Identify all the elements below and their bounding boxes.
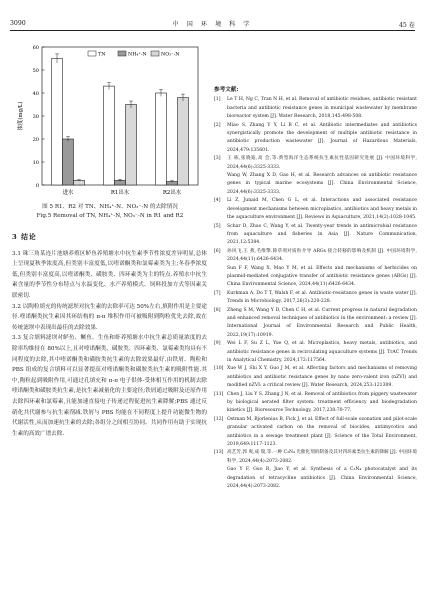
journal-name: 中 国 环 境 科 学 — [172, 21, 253, 28]
reference-text: Zheng S M, Wang Y D, Chen C H, et al. Current progress in natural degradation and enhanced removal techniques of antibiotics in the environment: a review [J]. International Journal of Environmental Research and Public Health, 2022,19(17):10919. — [227, 307, 417, 338]
y-tick-label: 0 — [35, 183, 39, 189]
chart-svg — [8, 33, 208, 201]
legend-label: TN — [98, 52, 106, 58]
y-tick-label: 50 — [32, 68, 39, 74]
references-title: 参考文献: — [214, 87, 239, 93]
y-tick-label: 40 — [32, 91, 39, 97]
reference-item — [214, 466, 417, 491]
reference-text: Schar D, Zhao C, Wang Y, et al. Twenty-year trends in antimicrobial resistance from aquaculture and fisheries in Asia [J]. Nature Communication, 2021,12:5384. — [227, 223, 417, 246]
conclusion-paragraph: 3.2 以陶粒填充的传统滤坝对抗生素的去除率可达 50%左右,填附作用是主要途径.喹诺酮类抗生素因其环结构的 π-π 堆积作用可被吸附到陶粒优先去除,故在传统滤坝中表现出最佳的去除效果. — [12, 303, 207, 331]
reference-number — [214, 466, 227, 491]
reference-text: 高艺芳,郭 爽,成 瑞,等.一种 C₃N₄ 光催化剂的制备及其对四环素类抗生素的降解 [J]. 中国环境科学, 2024,44(4):2073-2082. — [227, 450, 417, 464]
reference-number: [12] — [214, 416, 224, 422]
reference-item — [214, 197, 417, 222]
reference-number: [8] — [214, 307, 221, 313]
reference-item — [214, 365, 417, 390]
conclusion-paragraph: 3.1 珠三角某连片池塘养殖区鲈鱼养殖塘水中抗生素季节性浓度差异明显,总体上呈现夏秋季浓度高,但类别丰富度低,以喹诺酮类和氯霉素类为主;冬春季浓度低,但类别丰富度高,以喹诺酮类、磺胺类、四环素类为主的特点.养殖水中抗生素含量的季节性分布特点与水温变化、水产养殖模式、饲料投加方式等因素关联密切. — [12, 250, 207, 299]
reference-text: Wei L F, Su Z L, Yue Q, et al. Microplastics, heavy metals, antibiotics, and antibiotic resistance genes in recirculating aquaculture systems [J]. TrAC Trends in Analytical Chemistry, 2024,172:117564. — [227, 341, 417, 363]
reference-text: Wang W, Zhang X D, Gao H, et al. Research advances on antibiotic resistance genes in typical marine ecosystems [J]. China Environmental Science, 2024,44(6):3325-3333. — [227, 173, 417, 195]
reference-number: [2] — [214, 122, 221, 128]
reference-number: [6] — [214, 248, 221, 254]
figure-caption — [14, 203, 206, 221]
reference-item — [214, 391, 417, 416]
reference-text: Xue W J, Shi X Y, Guo J M, et al. Affecting factors and mechanisms of removing antibiotics and antibiotic resistance genes by nano zero-valent iron (nZVI) and modified nZVI: a critical review [J]. Water Research, 2024,253:121309. — [227, 366, 417, 389]
reference-number — [214, 172, 227, 197]
reference-number: [4] — [214, 198, 221, 204]
bar-chart — [8, 33, 208, 201]
bar — [63, 139, 74, 185]
legend-swatch — [118, 51, 126, 56]
x-tick-label: 进水 — [62, 190, 74, 196]
reference-item — [214, 290, 417, 307]
reference-item — [214, 416, 417, 450]
legend-swatch — [151, 51, 159, 56]
reference-item — [214, 248, 417, 265]
reference-item — [214, 96, 417, 121]
bar — [52, 59, 63, 186]
reference-text: Miao S, Zhang Y Y, Li B C, et al. Antibiotic intermediates and antibiotics synergistically promote the development of multiple antibiotic resistance in antibiotic production wastewater [J]. Journal of Hazardous Materials, 2024,479:135601. — [227, 122, 417, 153]
y-tick-label: 20 — [32, 137, 39, 143]
running-header — [10, 18, 415, 30]
volume-label: 45 卷 — [398, 22, 415, 29]
legend-label: NH₄⁺-N — [128, 52, 147, 58]
page-number: 3090 — [10, 20, 26, 27]
reference-text: Li Z, Junaid M, Chen G L, et al. Interactions and associated resistance development mechanisms between microplastics, antibiotics and heavy metals in the aquaculture environment [J]. Reviews in Aquaculture, 2021,14(2):1028-1045. — [227, 198, 417, 221]
reference-item — [214, 265, 417, 290]
reference-number: [3] — [214, 156, 221, 162]
reference-number: [7] — [214, 290, 221, 296]
y-tick-label: 10 — [32, 160, 39, 166]
y-axis-label: 浓度(mg/L) — [18, 101, 24, 131]
bar — [178, 98, 189, 185]
reference-number: [11] — [214, 391, 224, 397]
reference-number: [1] — [214, 97, 221, 103]
bar — [126, 105, 137, 186]
reference-number: [13] — [214, 450, 224, 456]
reference-item — [214, 122, 417, 156]
legend-swatch — [88, 51, 96, 56]
reference-number: [5] — [214, 223, 221, 229]
legend-label: NO₃⁻-N — [161, 52, 180, 58]
section-title: 3 结论 — [12, 233, 37, 241]
y-tick-label: 60 — [32, 45, 39, 51]
bar — [156, 93, 167, 185]
figure-caption-cn: 图 5 R1、R2 对 TN、NH₄⁺-N、NO₃⁻-N 的去除情况 — [42, 204, 178, 210]
reference-number: [9] — [214, 341, 221, 347]
reference-item — [214, 223, 417, 248]
reference-text: 王 栋,张晓迪,高 会,等.典型海洋生态系统抗生素抗性基因研究进展 [J]. 中国环境科学, 2024,44(6):3325-3333. — [227, 156, 417, 170]
reference-item — [214, 307, 417, 341]
reference-text: Kurkman A, Do T T, Walsh F, et al. Antibiotic-resistance genes in waste water [J]. Trends in Microbiology, 2017,26(3):220-228. — [227, 290, 417, 305]
reference-item — [214, 172, 417, 197]
conclusion-column — [12, 227, 207, 439]
x-tick-label: R1出水 — [110, 190, 130, 196]
conclusion-paragraph: 3.3 复合填料滤坝对鲈鱼、鳜鱼、生鱼和虾养殖塘水中抗生素总质量浓度的去除率均维持在 80%以上,且对喹诺酮类、磺胺类、四环素类、氯霉素类均具有不同程度的去除,其中喹诺酮类和磺胺类抗生素的去除效果最好.由铁屑、陶粒和 PBS 组成的复合填料可以显著提高对喹诺酮类和磺胺类抗生素的吸附性能.其中,陶粒起到吸附作用,可通过孔填充和 π-π 电子供体-受体相互作用的机制去除喹诺酮类和磺胺类抗生素,是抗生素减量化的主要途径;铁屑通过吸附及还原作用去除四环素和氯霉素,且能加速直接电子传递过程促进抗生素降解;PBS 通过反硝化共代谢参与抗生素削减.铁屑与 PBS 均能在不同程度上提升功能微生物的代谢活性,从而加速抗生素的去除;各组分之间相互协同、共同作用有助于实现抗生素的高效广谱去除. — [12, 335, 207, 437]
reference-item — [214, 155, 417, 172]
reference-text: Sun F F, Wang X, Mao Y M, et al. Effects and mechanisms of herbicides on plasmid-mediated conjugative transfer of antibiotic resistance genes (ARGs) [J]. China Environmental Science, 2024,44(11):6426-6434. — [227, 265, 417, 288]
bar — [104, 86, 115, 185]
reference-text: Chen J, Liu Y S, Zhang J N, et al. Removal of antibiotics from piggery wastewater by biological aerated filter system: treatment efficiency and biodegradation kinetics [J]. Bioresource Technology, 2017,238:70-77. — [227, 391, 417, 414]
y-tick-label: 30 — [32, 114, 39, 120]
reference-item — [214, 340, 417, 365]
reference-list — [214, 96, 417, 491]
reference-number: [10] — [214, 366, 224, 372]
references-column — [214, 86, 417, 492]
reference-text: 孙风飞,王 燕,毛维擎.除草剂对质粒介导 ARGs 接合转移的影响及机制 [J]. 中国环境科学, 2024,44(11):6426-6434. — [227, 248, 417, 263]
reference-text: Gao Y F, Guo R, Jiao Y, et al. Synthesis of a C₃N₄ photocatalyst and its degradation of tetracycline antibiotics [J]. China Environmental Science, 2024,44(4):2073-2082. — [227, 467, 417, 490]
figure-caption-en: Fig.5 Removal of TN, NH₄⁺-N, NO₃⁻-N in R1 and R2 — [36, 213, 184, 219]
reference-item — [214, 449, 417, 466]
reference-number — [214, 265, 227, 290]
reference-text: Ostman M, Bjorlenius B, Fick J, et al. Effect of full-scale ozonation and pilot-scale granular activated carbon on the removal of biocides, antimycotics and antibiotics in a sewage treatment plant [J]. Science of the Total Environment, 2019,649:1117-1123. — [227, 416, 417, 448]
reference-text: Le T H, Ng C, Tran N H, et al. Removal of antibiotic residues, antibiotic resistant bacteria and antibiotic resistance genes in municipal wastewater by membrane bioreactor system [J]. Water Research, 2018,145:498-508. — [227, 97, 417, 120]
header-rule — [10, 30, 415, 31]
x-tick-label: R2出水 — [162, 190, 182, 196]
